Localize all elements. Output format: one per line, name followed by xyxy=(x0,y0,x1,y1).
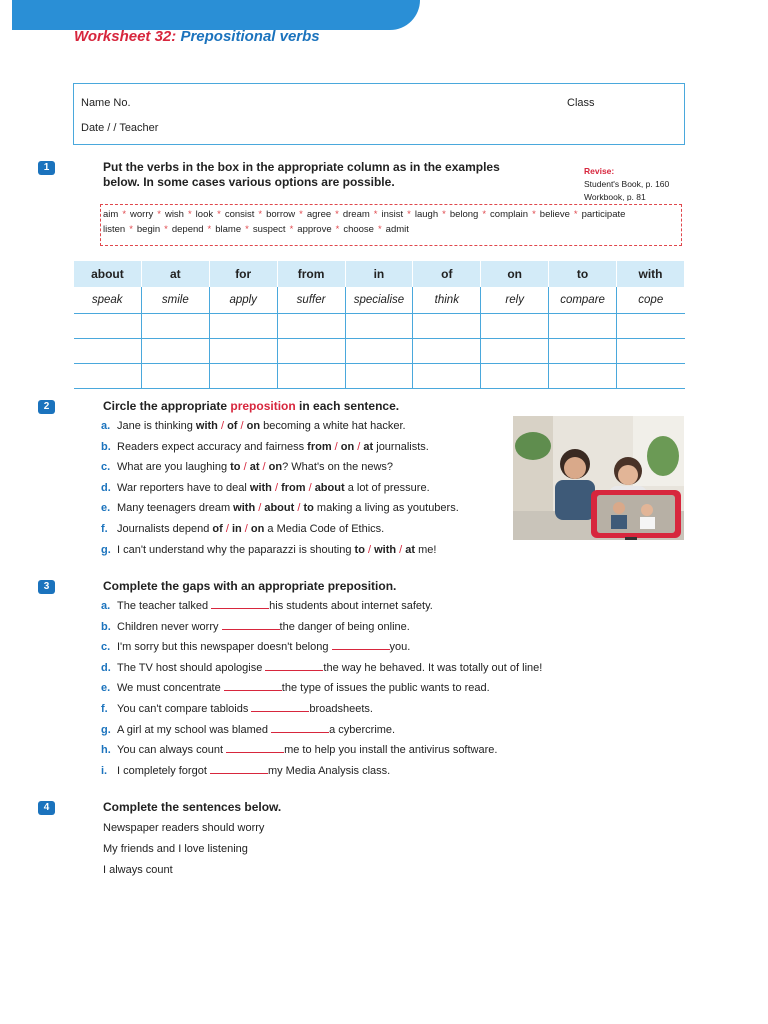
blank-cell[interactable] xyxy=(617,314,685,339)
exercise-2-number: 2 xyxy=(38,400,55,414)
asterisk-separator: * xyxy=(377,224,382,235)
blank-cell[interactable] xyxy=(345,364,413,389)
verb-word: wish xyxy=(164,209,184,220)
revise-note: Revise: Student's Book, p. 160 Workbook, p. 81 xyxy=(584,166,670,201)
option[interactable]: to xyxy=(354,543,365,556)
header-banner xyxy=(0,0,420,30)
exercise-3-item: d. The TV host should apologise the way he behaved. It was totally out of line! xyxy=(101,661,543,674)
verb-word: worry xyxy=(130,209,154,220)
blank-cell[interactable] xyxy=(481,339,549,364)
worksheet-number: Worksheet 32: xyxy=(74,28,177,45)
column-header-in: in xyxy=(345,261,413,287)
verb-word: belong xyxy=(449,209,479,220)
sentence-4-3: I always count xyxy=(103,864,173,876)
blank-cell[interactable] xyxy=(345,339,413,364)
option[interactable]: of xyxy=(212,522,223,535)
example-verb: think xyxy=(413,287,481,314)
date-teacher-label: Date / / Teacher xyxy=(81,122,159,134)
exercise-2-item: b. Readers expect accuracy and fairness from / on / at journalists. xyxy=(101,440,429,453)
option[interactable]: on xyxy=(250,522,265,535)
answer-gap[interactable] xyxy=(211,598,269,609)
asterisk-separator: * xyxy=(335,209,339,220)
asterisk-separator: * xyxy=(289,224,294,235)
blank-cell[interactable] xyxy=(481,364,549,389)
column-header-on: on xyxy=(481,261,549,287)
verb-word: complain xyxy=(490,209,529,220)
column-header-at: at xyxy=(141,261,209,287)
answer-gap[interactable] xyxy=(251,701,309,712)
example-verb: smile xyxy=(141,287,209,314)
exercise-3-item: i. I completely forgot my Media Analysis class. xyxy=(101,764,391,777)
exercise-3-instruction: Complete the gaps with an appropriate preposition. xyxy=(103,579,397,593)
asterisk-separator: * xyxy=(573,209,578,220)
exercise-2-item: c. What are you laughing to / at / on? What's on the news? xyxy=(101,461,394,474)
blank-cell[interactable] xyxy=(74,339,142,364)
verb-word: suspect xyxy=(252,224,286,235)
exercise-3-list xyxy=(101,596,542,781)
example-verb: apply xyxy=(209,287,277,314)
blank-cell[interactable] xyxy=(549,314,617,339)
verb-word: choose xyxy=(343,224,374,235)
asterisk-separator: * xyxy=(407,209,411,220)
option[interactable]: on xyxy=(246,420,261,432)
blank-cell[interactable] xyxy=(74,314,142,339)
verb-word: borrow xyxy=(266,209,296,220)
exercise-2-item: f. Journalists depend of / in / on a Media Code of Ethics. xyxy=(101,522,385,535)
verb-word: admit xyxy=(385,224,409,235)
example-verb: compare xyxy=(549,287,617,314)
asterisk-separator: * xyxy=(207,224,212,235)
asterisk-separator: * xyxy=(217,209,221,220)
asterisk-separator: * xyxy=(442,209,446,220)
example-verb: speak xyxy=(74,287,142,314)
asterisk-separator: * xyxy=(157,209,161,220)
exercise-3-item: f. You can't compare tabloids broadsheets. xyxy=(101,702,373,715)
exercise-2-instruction: Circle the appropriate preposition in each sentence. xyxy=(103,399,400,413)
verb-word: insist xyxy=(381,209,404,220)
worksheet-topic: Prepositional verbs xyxy=(180,28,320,45)
blank-cell[interactable] xyxy=(617,339,685,364)
answer-gap[interactable] xyxy=(226,742,284,753)
option[interactable]: at xyxy=(405,543,416,556)
verb-word: laugh xyxy=(414,209,439,220)
blank-cell[interactable] xyxy=(413,339,481,364)
verb-word: participate xyxy=(581,209,626,220)
blank-cell[interactable] xyxy=(141,314,209,339)
blank-cell[interactable] xyxy=(549,339,617,364)
name-no-label: Name No. xyxy=(81,97,131,109)
verb-word: listen xyxy=(103,224,126,235)
blank-cell[interactable] xyxy=(277,314,345,339)
asterisk-separator: * xyxy=(258,209,263,220)
column-header-for: for xyxy=(209,261,277,287)
exercise-3-item: h. You can always count me to help you install the antivirus software. xyxy=(101,744,498,757)
blank-cell[interactable] xyxy=(209,314,277,339)
column-header-to: to xyxy=(549,261,617,287)
option[interactable]: on xyxy=(268,461,283,474)
preposition-columns-table xyxy=(73,261,685,389)
blank-cell[interactable] xyxy=(481,314,549,339)
student-info-box xyxy=(73,83,685,145)
example-verb: suffer xyxy=(277,287,345,314)
exercise-1-instruction: Put the verbs in the box in the appropriate column as in the examples below. In some cases various options are possible. xyxy=(103,160,500,189)
verb-word: begin xyxy=(136,224,161,235)
blank-cell[interactable] xyxy=(345,314,413,339)
option[interactable]: about xyxy=(264,502,295,515)
exercise-3-item: a. The teacher talked his students about internet safety. xyxy=(101,600,433,612)
exercise-2-item: g. I can't understand why the paparazzi is shouting to / with / at me! xyxy=(101,543,437,556)
asterisk-separator: * xyxy=(335,224,340,235)
option[interactable]: with xyxy=(374,543,397,556)
asterisk-separator: * xyxy=(373,209,378,220)
blank-cell[interactable] xyxy=(209,364,277,389)
blank-cell[interactable] xyxy=(141,364,209,389)
exercise-3-item: b. Children never worry the danger of being online. xyxy=(101,620,410,633)
blank-cell[interactable] xyxy=(209,339,277,364)
option[interactable]: from xyxy=(281,481,306,494)
blank-cell[interactable] xyxy=(74,364,142,389)
option[interactable]: about xyxy=(314,481,345,494)
exercise-2-item: a. Jane is thinking with / of / on becoming a white hat hacker. xyxy=(101,420,406,432)
blank-cell[interactable] xyxy=(141,339,209,364)
exercise-4-instruction: Complete the sentences below. xyxy=(103,800,282,814)
option[interactable]: in xyxy=(231,522,242,535)
asterisk-separator: * xyxy=(129,224,133,235)
vloggers-photo xyxy=(513,416,684,540)
option[interactable]: from xyxy=(307,440,332,453)
asterisk-separator: * xyxy=(164,224,168,235)
verb-word: aim xyxy=(103,209,119,220)
asterisk-separator: * xyxy=(245,224,249,235)
sentence-4-2: My friends and I love listening xyxy=(103,843,248,855)
option[interactable]: with xyxy=(249,481,272,494)
column-header-with: with xyxy=(617,261,685,287)
asterisk-separator: * xyxy=(299,209,303,220)
verb-word: depend xyxy=(171,224,204,235)
column-header-from: from xyxy=(277,261,345,287)
option[interactable]: with xyxy=(195,420,218,432)
exercise-3-item: c. I'm sorry but this newspaper doesn't belong you. xyxy=(101,641,411,654)
verb-word-box xyxy=(100,204,682,246)
asterisk-separator: * xyxy=(482,209,487,220)
asterisk-separator: * xyxy=(187,209,192,220)
asterisk-separator: * xyxy=(122,209,127,220)
answer-gap[interactable] xyxy=(332,639,390,650)
verb-word: approve xyxy=(297,224,332,235)
option[interactable]: to xyxy=(230,461,241,474)
option[interactable]: at xyxy=(363,440,374,453)
example-verb: cope xyxy=(617,287,685,314)
option[interactable]: of xyxy=(227,420,238,432)
answer-gap[interactable] xyxy=(222,619,280,630)
class-label: Class xyxy=(567,97,595,109)
option[interactable]: to xyxy=(303,502,314,515)
exercise-2-list xyxy=(101,416,459,560)
exercise-2-item: d. War reporters have to deal with / from / about a lot of pressure. xyxy=(101,481,430,494)
verb-word: consist xyxy=(224,209,255,220)
blank-cell[interactable] xyxy=(413,314,481,339)
verb-word: blame xyxy=(215,224,242,235)
blank-cell[interactable] xyxy=(617,364,685,389)
example-verb: specialise xyxy=(345,287,413,314)
exercise-1-number: 1 xyxy=(38,161,55,175)
answer-gap[interactable] xyxy=(224,680,282,691)
blank-cell[interactable] xyxy=(277,339,345,364)
blank-cell[interactable] xyxy=(549,364,617,389)
option[interactable]: at xyxy=(249,461,260,474)
exercise-3-item: e. We must concentrate the type of issues the public wants to read. xyxy=(101,682,490,695)
verb-word: look xyxy=(195,209,214,220)
option[interactable]: with xyxy=(233,502,256,515)
blank-cell[interactable] xyxy=(413,364,481,389)
page-title xyxy=(74,28,320,45)
verb-word: agree xyxy=(306,209,332,220)
exercise-2-item: e. Many teenagers dream with / about / to making a living as youtubers. xyxy=(101,502,459,515)
exercise-3-item: g. A girl at my school was blamed a cybercrime. xyxy=(101,723,396,736)
sentence-4-1: Newspaper readers should worry xyxy=(103,822,265,834)
column-header-about: about xyxy=(74,261,142,287)
exercise-3-number: 3 xyxy=(38,580,55,594)
answer-gap[interactable] xyxy=(271,722,329,733)
option[interactable]: on xyxy=(340,440,355,453)
exercise-4-number: 4 xyxy=(38,801,55,815)
answer-gap[interactable] xyxy=(265,660,323,671)
verb-word: dream xyxy=(342,209,370,220)
blank-cell[interactable] xyxy=(277,364,345,389)
column-header-of: of xyxy=(413,261,481,287)
example-verb: rely xyxy=(481,287,549,314)
asterisk-separator: * xyxy=(532,209,536,220)
verb-word: believe xyxy=(539,209,570,220)
answer-gap[interactable] xyxy=(210,763,268,774)
